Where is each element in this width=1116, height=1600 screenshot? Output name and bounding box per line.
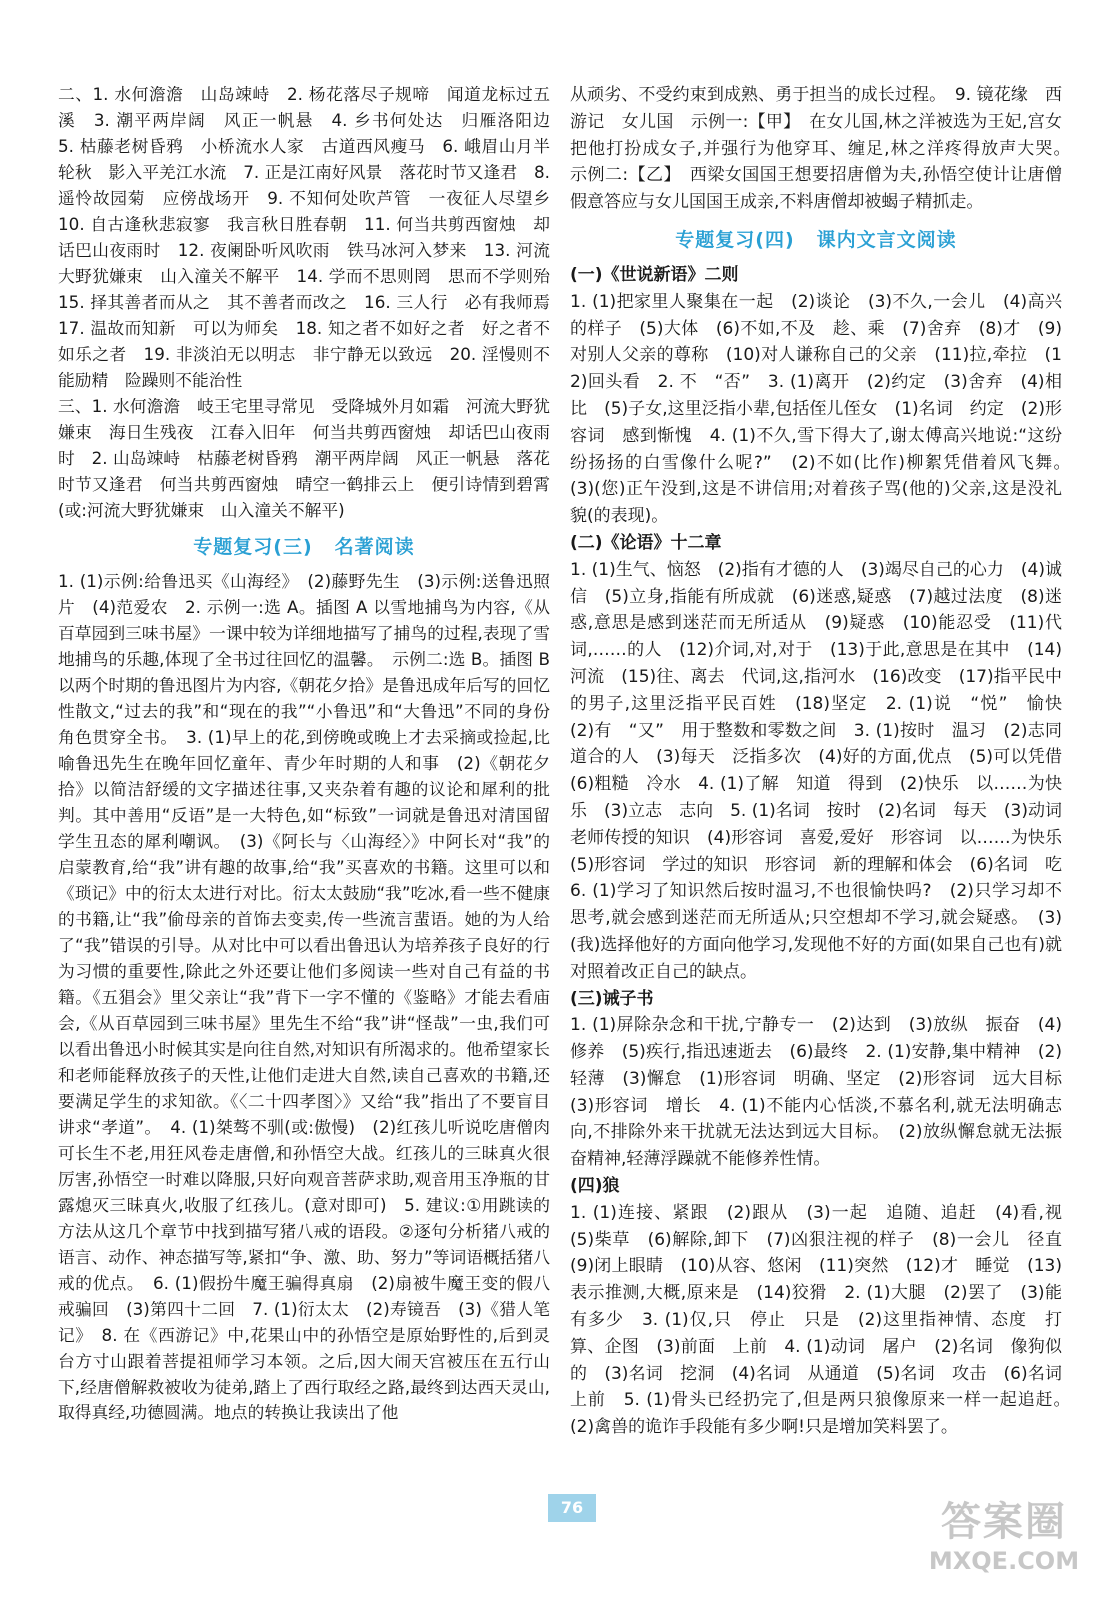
answer-block-poetry-2: 二、1. 水何澹澹 山岛竦峙 2. 杨花落尽子规啼 闻道龙标过五溪 3. 潮平两岸阔 风正一帆悬 4. 乡书何处达 归雁洛阳边 5. 枯藤老树昏鸦 小桥流水人家 古道西风瘦马 6. 峨眉山月半轮秋 影入平羌江水流 7. 正是江南好风景 落花时节又逢君 8. 遥怜故园菊 应傍战场开 9. 不知何处吹芦管 一夜征人尽望乡 10. 自古逢秋悲寂寥 我言秋日胜春朝 11. 何当共剪西窗烛 却话巴山夜雨时 12. 夜阑卧听风吹雨 铁马冰河入梦来 13. 河流大野犹嫌束 山入潼关不解平 14. 学而不思则罔 思而不学则殆 15. 择其善者而从之 其不善者而改之 16. 三人行 必有我师焉 17. 温故而知新 可以为师矣 18. 知之者不如好之者 好之者不如乐之者 19. 非淡泊无以明志 非宁静无以致远 20. 淫慢则不能励精 险躁则不能治性 bbox=[58, 84, 567, 390]
watermark bbox=[904, 1498, 1104, 1588]
answer-block-lang: 1. (1)连接、紧跟 (2)跟从 (3)一起 追随、追赶 (4)看,视 (5)柴草 (6)解除,卸下 (7)凶狠注视的样子 (8)一会儿 径直 (9)闭上眼睛 (10)从容、悠闲 (11)突然 (12)才 睡觉 (13)表示推测,大概,原来是 (14)狡猾 2. (1)大腿 (2)罢了 (3)能有多少 3. (1)仅,只 停止 只是 (2)这里指神情、态度 打算、企图 (3)前面 上前 4. (1)动词 屠户 (2)名词 像狗似的 (3)名词 挖洞 (4)名词 从通道 (5)名词 攻击 (6)名词 上前 5. (1)骨头已经扔完了,但是两只狼像原来一样一起追赶。 (2)禽兽的诡诈手段能有多少啊!只是增加笑料罢了。 bbox=[570, 1202, 1079, 1438]
section-4-title: 课内文言文阅读 bbox=[816, 228, 957, 251]
subsection-title-lang: (四)狼 bbox=[570, 1176, 620, 1197]
section-3-number: 专题复习(三) bbox=[193, 536, 313, 559]
answer-block-lunyu: 1. (1)生气、恼怒 (2)指有才德的人 (3)竭尽自己的心力 (4)诚信 (5)立身,指能有所成就 (6)迷惑,疑惑 (7)越过法度 (8)迷惑,意思是感到迷茫而无所适从 (9)疑惑 (10)能忍受 (11)代词,……的人 (12)介词,对,对于 (13)于此,意思是在其中 (14)河流 (15)往、离去 代词,这,指河水 (16)改变 (17)指平民中的男子,这里泛指平民百姓 (18)坚定 2. (1)说 “悦” 愉快 (2)有 “又” 用于整数和零数之间 3. (1)按时 温习 (2)志同道合的人 (3)每天 泛指多次 (4)好的方面,优点 (5)可以凭借 (6)粗糙 冷水 4. (1)了解 知道 得到 (2)快乐 以……为快乐 (3)立志 志向 5. (1)名词 按时 (2)名词 每天 (3)动词 老师传授的知识 (4)形容词 喜爱,爱好 形容词 以……为快乐 (5)形容词 学过的知识 形容词 新的理解和体会 (6)名词 吃 6. (1)学习了知识然后按时温习,不也很愉快吗? (2)只学习却不思考,就会感到迷茫而无所适从;只空想却不学习,就会疑惑。 (3)(我)选择他好的方面向他学习,发现他不好的方面(如果自己也有)就对照着改正自己的缺点。 bbox=[570, 559, 1079, 982]
section-3-title: 名著阅读 bbox=[334, 536, 415, 559]
answer-block-poetry-3: 三、1. 水何澹澹 岐王宅里寻常见 受降城外月如霜 河流大野犹嫌束 海日生残夜 江春入旧年 何当共剪西窗烛 却话巴山夜雨时 2. 山岛竦峙 枯藤老树昏鸦 潮平两岸阔 风正一帆悬 落花时节又逢君 何当共剪西窗烛 晴空一鹤排云上 便引诗情到碧霄(或:河流大野犹嫌束 山入潼关不解平) bbox=[58, 395, 550, 520]
subsection-title-jiezishu: (三)诫子书 bbox=[570, 988, 654, 1009]
right-column bbox=[570, 82, 1079, 1441]
section-heading-3 bbox=[58, 533, 550, 561]
answer-block-classics: 1. (1)示例:给鲁迅买《山海经》 (2)藤野先生 (3)示例:送鲁迅照片 (4)范爱农 2. 示例一:选 A。插图 A 以雪地捕鸟为内容,《从百草园到三味书屋》一课中较为详细地描写了捕鸟的过程,表现了雪地捕鸟的乐趣,体现了全书过往回忆的温馨。 示例二:选 B。插图 B 以两个时期的鲁迅图片为内容,《朝花夕拾》是鲁迅成年后写的回忆性散文,“过去的我”和“现在的我”“小鲁迅”和“大鲁迅”不同的身份角色贯穿全书。 3. (1)早上的花,到傍晚或晚上才去采摘或捡起,比喻鲁迅先生在晚年回忆童年、青少年时期的人和事 (2)《朝花夕拾》以简洁舒缓的文字描述往事,又夹杂着有趣的议论和犀利的批判。其中善用“反语”是一大特色,如“标致”一词就是鲁迅对清国留学生丑态的犀利嘲讽。 (3)《阿长与〈山海经〉》中阿长对“我”的启蒙教育,给“我”讲有趣的故事,给“我”买喜欢的书籍。这里可以和《琐记》中的衍太太进行对比。衍太太鼓励“我”吃冰,看一些不健康的书籍,让“我”偷母亲的首饰去变卖,传一些流言蜚语。她的为人给了“我”错误的引导。从对比中可以看出鲁迅认为培养孩子良好的行为习惯的重要性,除此之外还要让他们多阅读一些对自己有益的书籍。《五猖会》里父亲让“我”背下一字不懂的《鉴略》才能去看庙会,《从百草园到三味书屋》里先生不给“我”讲“怪哉”一虫,我们可以看出鲁迅小时候其实是向往自然,对知识有所渴求的。他希望家长和老师能释放孩子的天性,让他们走进大自然,读自己喜欢的书籍,还要满足学生的求知欲。《〈二十四孝图〉》又给“我”指出了不要盲目讲求“孝道”。 4. (1)桀骜不驯(或:傲慢) (2)红孩儿听说吃唐僧肉可长生不老,用狂风卷走唐僧,和孙悟空大战。红孩儿的三昧真火很厉害,孙悟空一时难以降服,只好向观音菩萨求助,观音用玉净瓶的甘露熄灭三昧真火,收服了红孩儿。(意对即可) 5. 建议:①用跳读的方法从这几个章节中找到描写猪八戒的语段。②逐句分析猪八戒的语言、动作、神态描写等,紧扣“争、激、助、努力”等词语概括猪八戒的优点。 6. (1)假扮牛魔王骗得真扇 (2)扇被牛魔王变的假八戒骗回 (3)第四十二回 7. (1)衍太太 (2)寿镜吾 (3)《猎人笔记》 8. 在《西游记》中,花果山中的孙悟空是原始野性的,后到灵台方寸山跟着菩提祖师学习本领。之后,因大闹天宫被压在五行山下,经唐僧解救被收为徒弟,踏上了西行取经之路,最终到达西天灵山,取得真经,功德圆满。地点的转换让我读出了他 bbox=[58, 571, 550, 1423]
section-4-number: 专题复习(四) bbox=[675, 228, 795, 251]
answer-block-shishuo: 1. (1)把家里人聚集在一起 (2)谈论 (3)不久,一会儿 (4)高兴的样子 (5)大体 (6)不如,不及 趁、乘 (7)舍弃 (8)才 (9)对别人父亲的尊称 (10)对人谦称自己的父亲 (11)拉,牵拉 (12)回头看 2. 不 “否” 3. (1)离开 (2)约定 (3)舍弃 (4)相比 (5)子女,这里泛指小辈,包括侄儿侄女 (1)名词 约定 (2)形容词 感到惭愧 4. (1)不久,雪下得大了,谢太傅高兴地说:“这纷纷扬扬的白雪像什么呢?” (2)不如(比作)柳絮凭借着风飞舞。 (3)(您)正午没到,这是不讲信用;对着孩子骂(他的)父亲,这是没礼貌(的表现)。 bbox=[570, 291, 1079, 527]
watermark-logo: 答案圈 bbox=[941, 1499, 1067, 1545]
answer-block-classics-cont: 从顽劣、不受约束到成熟、勇于担当的成长过程。 9. 镜花缘 西游记 女儿国 示例一:【甲】 在女儿国,林之洋被选为王妃,宫女把他打扮成女子,并强行为他穿耳、缠足,林之洋疼得放声大哭。 示例二:【乙】 西梁女国国王想要招唐僧为夫,孙悟空使计让唐僧假意答应与女儿国国王成亲,不料唐僧却被蝎子精抓走。 bbox=[570, 85, 1079, 213]
watermark-url: MXQE.COM bbox=[928, 1547, 1080, 1575]
left-column bbox=[58, 82, 567, 1426]
page-number: 76 bbox=[548, 1494, 596, 1522]
section-heading-4 bbox=[570, 226, 1062, 254]
subsection-title-lunyu: (二)《论语》十二章 bbox=[570, 532, 722, 553]
subsection-title-shishuo: (一)《世说新语》二则 bbox=[570, 264, 739, 285]
answer-block-jiezishu: 1. (1)屏除杂念和干扰,宁静专一 (2)达到 (3)放纵 振奋 (4)修养 (5)疾行,指迅速逝去 (6)最终 2. (1)安静,集中精神 (2)轻薄 (3)懈怠 (1)形容词 明确、坚定 (2)形容词 远大目标 (3)形容词 增长 4. (1)不能内心恬淡,不慕名利,就无法明确志向,不排除外来干扰就无法达到远大目标。 (2)放纵懈怠就无法振奋精神,轻薄浮躁就不能修养性情。 bbox=[570, 1015, 1079, 1170]
